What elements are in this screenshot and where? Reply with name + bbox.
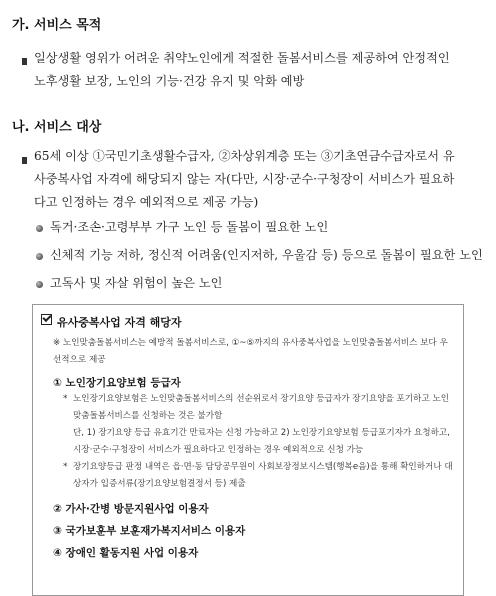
target-item-2: 신체적 기능 저하, 정신적 어려움(인지저하, 우울감 등) 등으로 돌봄이 필요한 노인: [50, 248, 483, 262]
sub-section-1-paragraph-3: 장기요양등급 판정 내역은 읍·면·동 담당공무원이 사회보장정보시스템(행복e음)을 통해 확인하거나 대상자가 입증서류(장기요양보험결정서 등) 제출: [73, 462, 453, 489]
checkbox-icon: [41, 314, 52, 325]
target-item-3: 고독사 및 자살 위험이 높은 노인: [50, 276, 223, 290]
sub-section-2-title: ② 가사·간병 방문지원사업 이용자: [53, 503, 209, 515]
round-bullet-icon: [36, 225, 43, 232]
info-box: [32, 304, 464, 596]
target-item-1: 독거·조손·고령부부 가구 노인 등 돌봄이 필요한 노인: [50, 220, 329, 234]
square-bullet-icon: [22, 58, 27, 65]
sub-section-3-title: ③ 국가보훈부 보훈재가복지서비스 이용자: [53, 525, 246, 537]
info-box-title: 유사중복사업 자격 해당자: [57, 316, 182, 329]
section-b-body: 65세 이상 ①국민기초생활수급자, ②차상위계층 또는 ③기초연금수급자로서 유사중복사업 자격에 해당되지 않는 자(다만, 시장·군수·구청장이 서비스가 필요하다고 인정하는 경우 예외적으로 제공 가능): [34, 149, 455, 209]
square-bullet-icon: [22, 157, 27, 164]
sub-section-4-title: ④ 장애인 활동지원 사업 이용자: [53, 547, 199, 559]
round-bullet-icon: [36, 281, 43, 288]
asterisk-icon: *: [63, 462, 68, 472]
section-a-body: 일상생활 영위가 어려운 취약노인에게 적절한 돌봄서비스를 제공하여 안정적인 노후생활 보장, 노인의 기능·건강 유지 및 악화 예방: [34, 51, 450, 88]
section-b-title: 나. 서비스 대상: [12, 120, 102, 135]
round-bullet-icon: [36, 253, 43, 260]
sub-section-1-paragraph-2: 단, 1) 장기요양 등급 유효기간 만료자는 신청 가능하고 2) 노인장기요양보험 등급포기자가 요청하고, 시장·군수·구청장이 서비스가 필요하다고 인정하는 경우 예외적으로 신청 가능: [73, 428, 450, 455]
info-box-note: ※ 노인맞춤돌봄서비스는 예방적 돌봄서비스로, ①~⑤까지의 유사중복사업을 노인맞춤돌봄서비스 보다 우선적으로 제공: [53, 338, 448, 365]
asterisk-icon: *: [63, 394, 68, 404]
sub-section-1-paragraph-1: 노인장기요양보험은 노인맞춤돌봄서비스의 선순위로서 장기요양 등급자가 장기요양을 포기하고 노인맞춤돌봄서비스를 신청하는 것은 불가함: [73, 394, 450, 421]
section-a-title: 가. 서비스 목적: [12, 18, 102, 33]
sub-section-1-title: ① 노인장기요양보험 등급자: [53, 377, 181, 389]
